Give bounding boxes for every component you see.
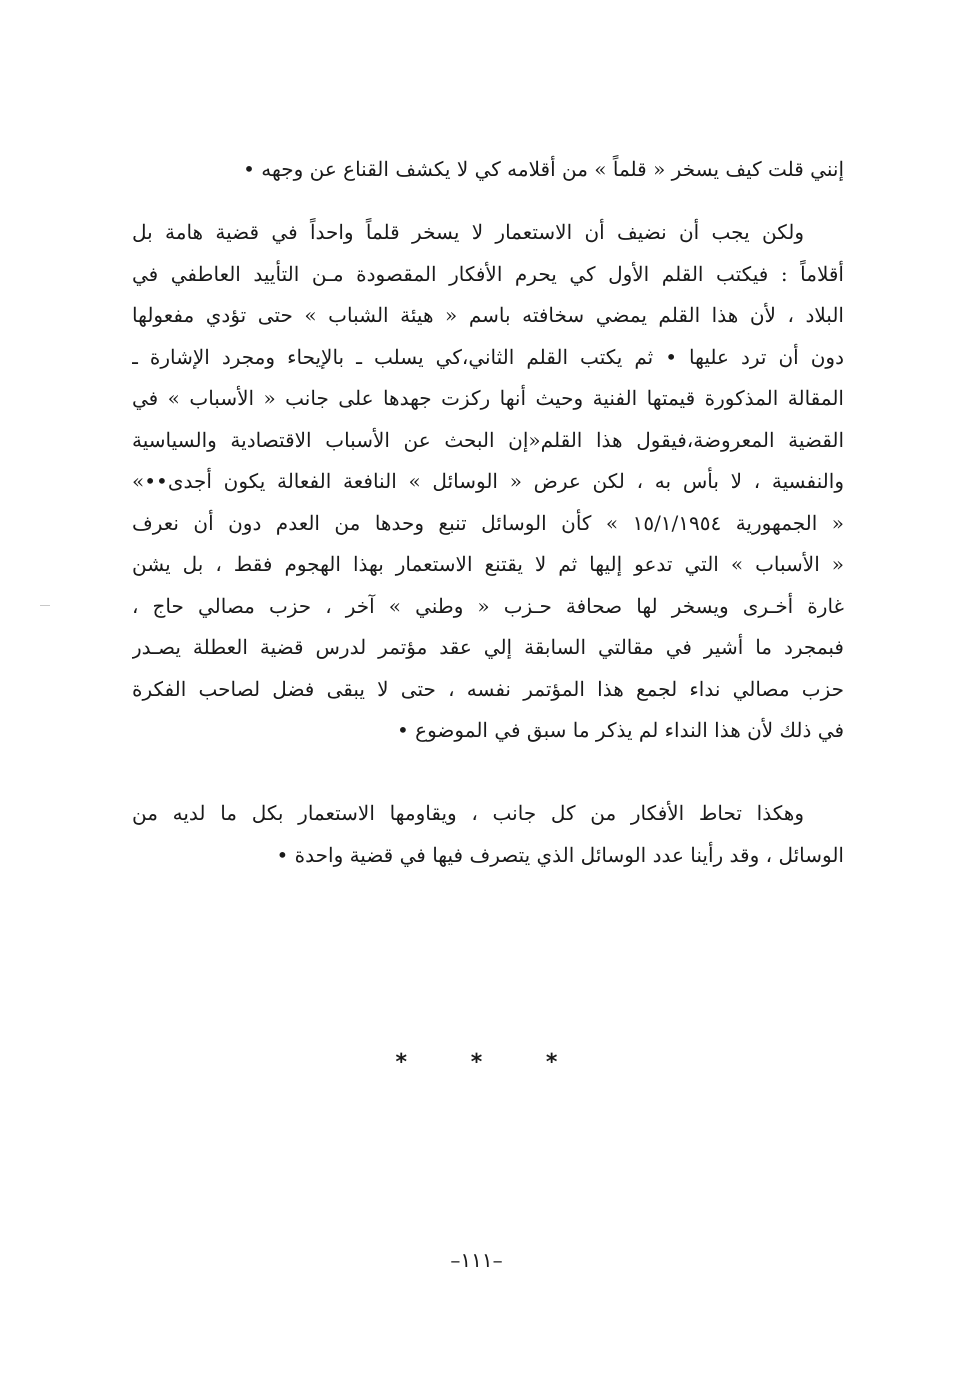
text-line: أقلاماً : فيكتب القلم الأول كي يحرم الأفكار المقصودة مـن التأييد العاطفي في bbox=[132, 261, 844, 286]
text-line: إنني قلت كيف يسخر « قلماً » من أقلامه كي لا يكشف القناع عن وجهه • bbox=[243, 157, 844, 181]
text-line: الوسائل ، وقد رأينا عدد الوسائل الذي يتصرف فيها في قضية واحدة • bbox=[276, 842, 844, 867]
text-line: « الجمهورية ١٥/١/١٩٥٤ » كأن الوسائل تنبع وحدها من العدم دون أن نعرف bbox=[132, 510, 844, 535]
paragraph-2 bbox=[132, 212, 844, 752]
text-line: حزب مصالي نداء لجمع هذا المؤتمر نفسه ، حتى لا يبقى فضل لصاحب الفكرة bbox=[132, 676, 844, 701]
text-line: ولكن يجب أن نضيف أن الاستعمار لا يسخر قلماً واحداً في قضية هامة بل bbox=[132, 220, 804, 244]
text-line: والنفسية ، لا بأس به ، لكن عرض « الوسائل » النافعة الفعالة يكون أجدى••» bbox=[132, 469, 844, 493]
page-number: –١١١– bbox=[450, 1248, 503, 1272]
asterisk: * bbox=[545, 1050, 558, 1075]
asterisk: * bbox=[395, 1050, 408, 1075]
text-line: وهكذا تحاط الأفكار من كل جانب ، ويقاومها الاستعمار بكل ما لديه من bbox=[132, 801, 804, 825]
text-line: القضية المعروضة،فيقول هذا القلم«إن البحث عن الأسباب الاقتصادية والسياسية bbox=[132, 427, 844, 452]
text-line: المقالة المذكورة قيمتها الفنية وحيث أنها ركزت جهدها على جانب « الأسباب » في bbox=[132, 386, 844, 410]
text-line: دون أن ترد عليها • ثم يكتب القلم الثاني،كي يسلب ـ بالإيحاء ومجرد الإشارة ـ bbox=[132, 344, 844, 369]
asterisk: * bbox=[470, 1050, 483, 1075]
text-line: فبمجرد ما أشير في مقالتي السابقة إلي عقد مؤتمر لدرس قضية العطلة يصـدر bbox=[132, 635, 844, 659]
text-line: « الأسباب » التي تدعو إليها ثم لا يقتنع الاستعمار بهذا الهجوم فقط ، بل يشن bbox=[132, 552, 844, 576]
paragraph-1 bbox=[132, 149, 844, 191]
section-separator bbox=[0, 1050, 953, 1075]
scan-mark bbox=[40, 605, 50, 606]
paragraph-3 bbox=[132, 793, 844, 876]
text-line: غارة أخـرى ويسخر لها صحافة حـزب « وطني » آخر ، حزب مصالي حاج ، bbox=[132, 593, 844, 618]
text-line: البلاد ، لأن هذا القلم يمضي سخافته باسم « هيئة الشباب » حتى تؤدي مفعولها bbox=[132, 303, 844, 327]
text-line: في ذلك لأن هذا النداء لم يذكر ما سبق في الموضوع • bbox=[397, 718, 844, 742]
